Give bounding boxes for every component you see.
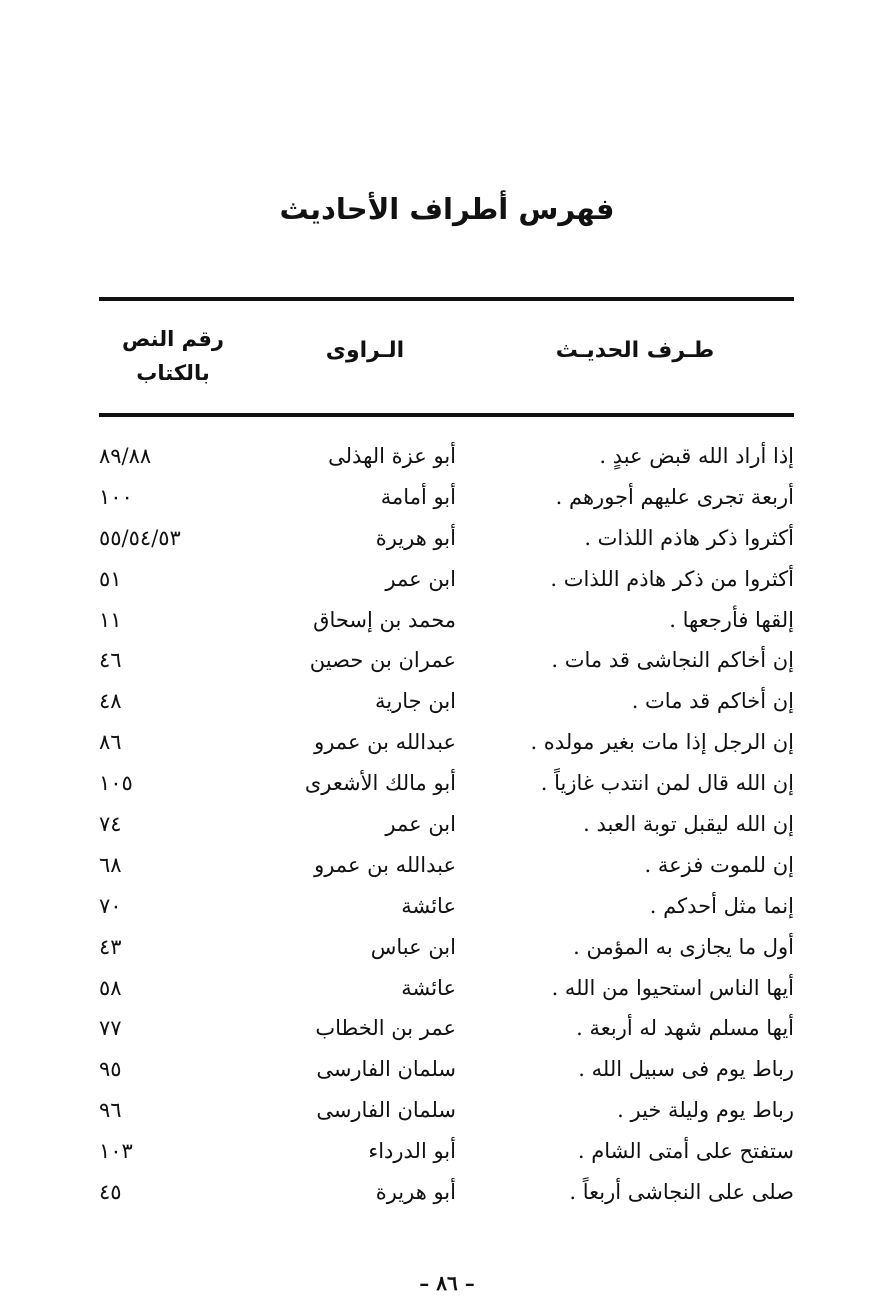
table-row bbox=[99, 968, 794, 1009]
text-number-cell: ٥٥/٥٤/٥٣ bbox=[99, 525, 181, 550]
narrator-cell: عائشة bbox=[401, 975, 456, 1000]
narrator-cell: ابن جارية bbox=[375, 689, 456, 714]
table-row bbox=[99, 804, 794, 845]
hadith-text-cell: أيها مسلم شهد له أربعة . bbox=[576, 1016, 794, 1041]
hadith-text-cell: ستفتح على أمتى الشام . bbox=[577, 1139, 794, 1164]
hadith-text-cell: إلقها فأرجعها . bbox=[669, 607, 794, 632]
narrator-cell: أبو أمامة bbox=[380, 484, 456, 509]
table-row bbox=[99, 600, 794, 641]
text-number-cell: ٤٦ bbox=[99, 648, 122, 673]
text-number-cell: ١٠٣ bbox=[99, 1139, 133, 1164]
table-header-rule bbox=[99, 413, 794, 417]
text-number-cell: ١٠٥ bbox=[99, 771, 133, 796]
text-number-cell: ٤٨ bbox=[99, 689, 122, 714]
table-row bbox=[99, 436, 794, 477]
hadith-text-cell: إن أخاكم قد مات . bbox=[631, 689, 794, 714]
table-body bbox=[99, 436, 794, 1213]
narrator-cell: أبو الدرداء bbox=[368, 1139, 456, 1164]
hadith-text-cell: أكثروا ذكر هاذم اللذات . bbox=[584, 525, 794, 550]
hadith-text-cell: إذا أراد الله قبض عبدٍ . bbox=[599, 444, 794, 468]
narrator-cell: أبو هريرة bbox=[375, 1180, 456, 1205]
narrator-cell: عمر بن الخطاب bbox=[315, 1016, 456, 1041]
table-row bbox=[99, 927, 794, 968]
hadith-text-cell: إن للموت فزعة . bbox=[644, 852, 794, 877]
text-number-cell: ١٠٠ bbox=[99, 484, 133, 509]
table-row bbox=[99, 640, 794, 681]
table-row bbox=[99, 845, 794, 886]
narrator-cell: عبدالله بن عمرو bbox=[314, 730, 456, 755]
hadith-text-cell: إن الرجل إذا مات بغير مولده . bbox=[530, 730, 794, 755]
hadith-text-cell: أربعة تجرى عليهم أجورهم . bbox=[555, 484, 794, 509]
text-number-cell: ٥١ bbox=[99, 566, 122, 591]
text-number-cell: ٧٤ bbox=[99, 812, 122, 837]
header-hadith-text: طـرف الحديـث bbox=[555, 338, 715, 363]
text-number-cell: ٥٨ bbox=[99, 975, 122, 1000]
table-top-rule bbox=[99, 297, 794, 301]
narrator-cell: أبو عزة الهذلى bbox=[328, 444, 456, 468]
table-row bbox=[99, 1049, 794, 1090]
header-number-line-1: رقم النص bbox=[122, 327, 224, 351]
hadith-text-cell: أيها الناس استحيوا من الله . bbox=[551, 975, 794, 1000]
table-row bbox=[99, 763, 794, 804]
table-row bbox=[99, 1172, 794, 1213]
page-title: فهرس أطراف الأحاديث bbox=[279, 192, 615, 226]
hadith-text-cell: إن الله قال لمن انتدب غازياً . bbox=[540, 771, 794, 796]
table-row bbox=[99, 1131, 794, 1172]
narrator-cell: أبو مالك الأشعرى bbox=[304, 771, 456, 796]
narrator-cell: أبو هريرة bbox=[375, 525, 456, 550]
text-number-cell: ٩٥ bbox=[99, 1057, 122, 1082]
hadith-text-cell: أكثروا من ذكر هاذم اللذات . bbox=[550, 566, 794, 591]
hadith-text-cell: إنما مثل أحدكم . bbox=[649, 893, 794, 918]
table-row bbox=[99, 722, 794, 763]
text-number-cell: ٨٩/٨٨ bbox=[99, 444, 152, 468]
table-row bbox=[99, 1090, 794, 1131]
narrator-cell: عمران بن حصين bbox=[309, 648, 456, 673]
table-row bbox=[99, 477, 794, 518]
narrator-cell: سلمان الفارسى bbox=[316, 1057, 456, 1082]
narrator-cell: عائشة bbox=[401, 893, 456, 918]
narrator-cell: عبدالله بن عمرو bbox=[314, 852, 456, 877]
table-row bbox=[99, 1008, 794, 1049]
hadith-text-cell: أول ما يجازى به المؤمن . bbox=[573, 934, 794, 959]
text-number-cell: ٧٠ bbox=[99, 893, 122, 918]
narrator-cell: محمد بن إسحاق bbox=[313, 607, 456, 632]
text-number-cell: ٩٦ bbox=[99, 1098, 122, 1123]
header-number bbox=[108, 322, 238, 390]
text-number-cell: ١١ bbox=[99, 607, 122, 632]
narrator-cell: ابن عباس bbox=[370, 934, 456, 959]
text-number-cell: ٧٧ bbox=[99, 1016, 122, 1041]
table-row bbox=[99, 886, 794, 927]
page-number: – ٨٦ – bbox=[419, 1271, 475, 1295]
hadith-text-cell: رباط يوم فى سبيل الله . bbox=[578, 1057, 794, 1082]
table-row bbox=[99, 518, 794, 559]
hadith-text-cell: صلى على النجاشى أربعاً . bbox=[569, 1180, 794, 1205]
narrator-cell: ابن عمر bbox=[385, 566, 456, 591]
narrator-cell: ابن عمر bbox=[385, 812, 456, 837]
text-number-cell: ٤٥ bbox=[99, 1180, 122, 1205]
hadith-text-cell: إن أخاكم النجاشى قد مات . bbox=[551, 648, 794, 673]
table-row bbox=[99, 559, 794, 600]
hadith-text-cell: رباط يوم وليلة خير . bbox=[617, 1098, 794, 1123]
table-row bbox=[99, 681, 794, 722]
header-narrator: الـراوى bbox=[325, 338, 405, 363]
text-number-cell: ٦٨ bbox=[99, 852, 122, 877]
hadith-text-cell: إن الله ليقبل توبة العبد . bbox=[583, 812, 794, 837]
text-number-cell: ٨٦ bbox=[99, 730, 122, 755]
header-number-line-2: بالكتاب bbox=[136, 361, 210, 385]
text-number-cell: ٤٣ bbox=[99, 934, 122, 959]
narrator-cell: سلمان الفارسى bbox=[316, 1098, 456, 1123]
